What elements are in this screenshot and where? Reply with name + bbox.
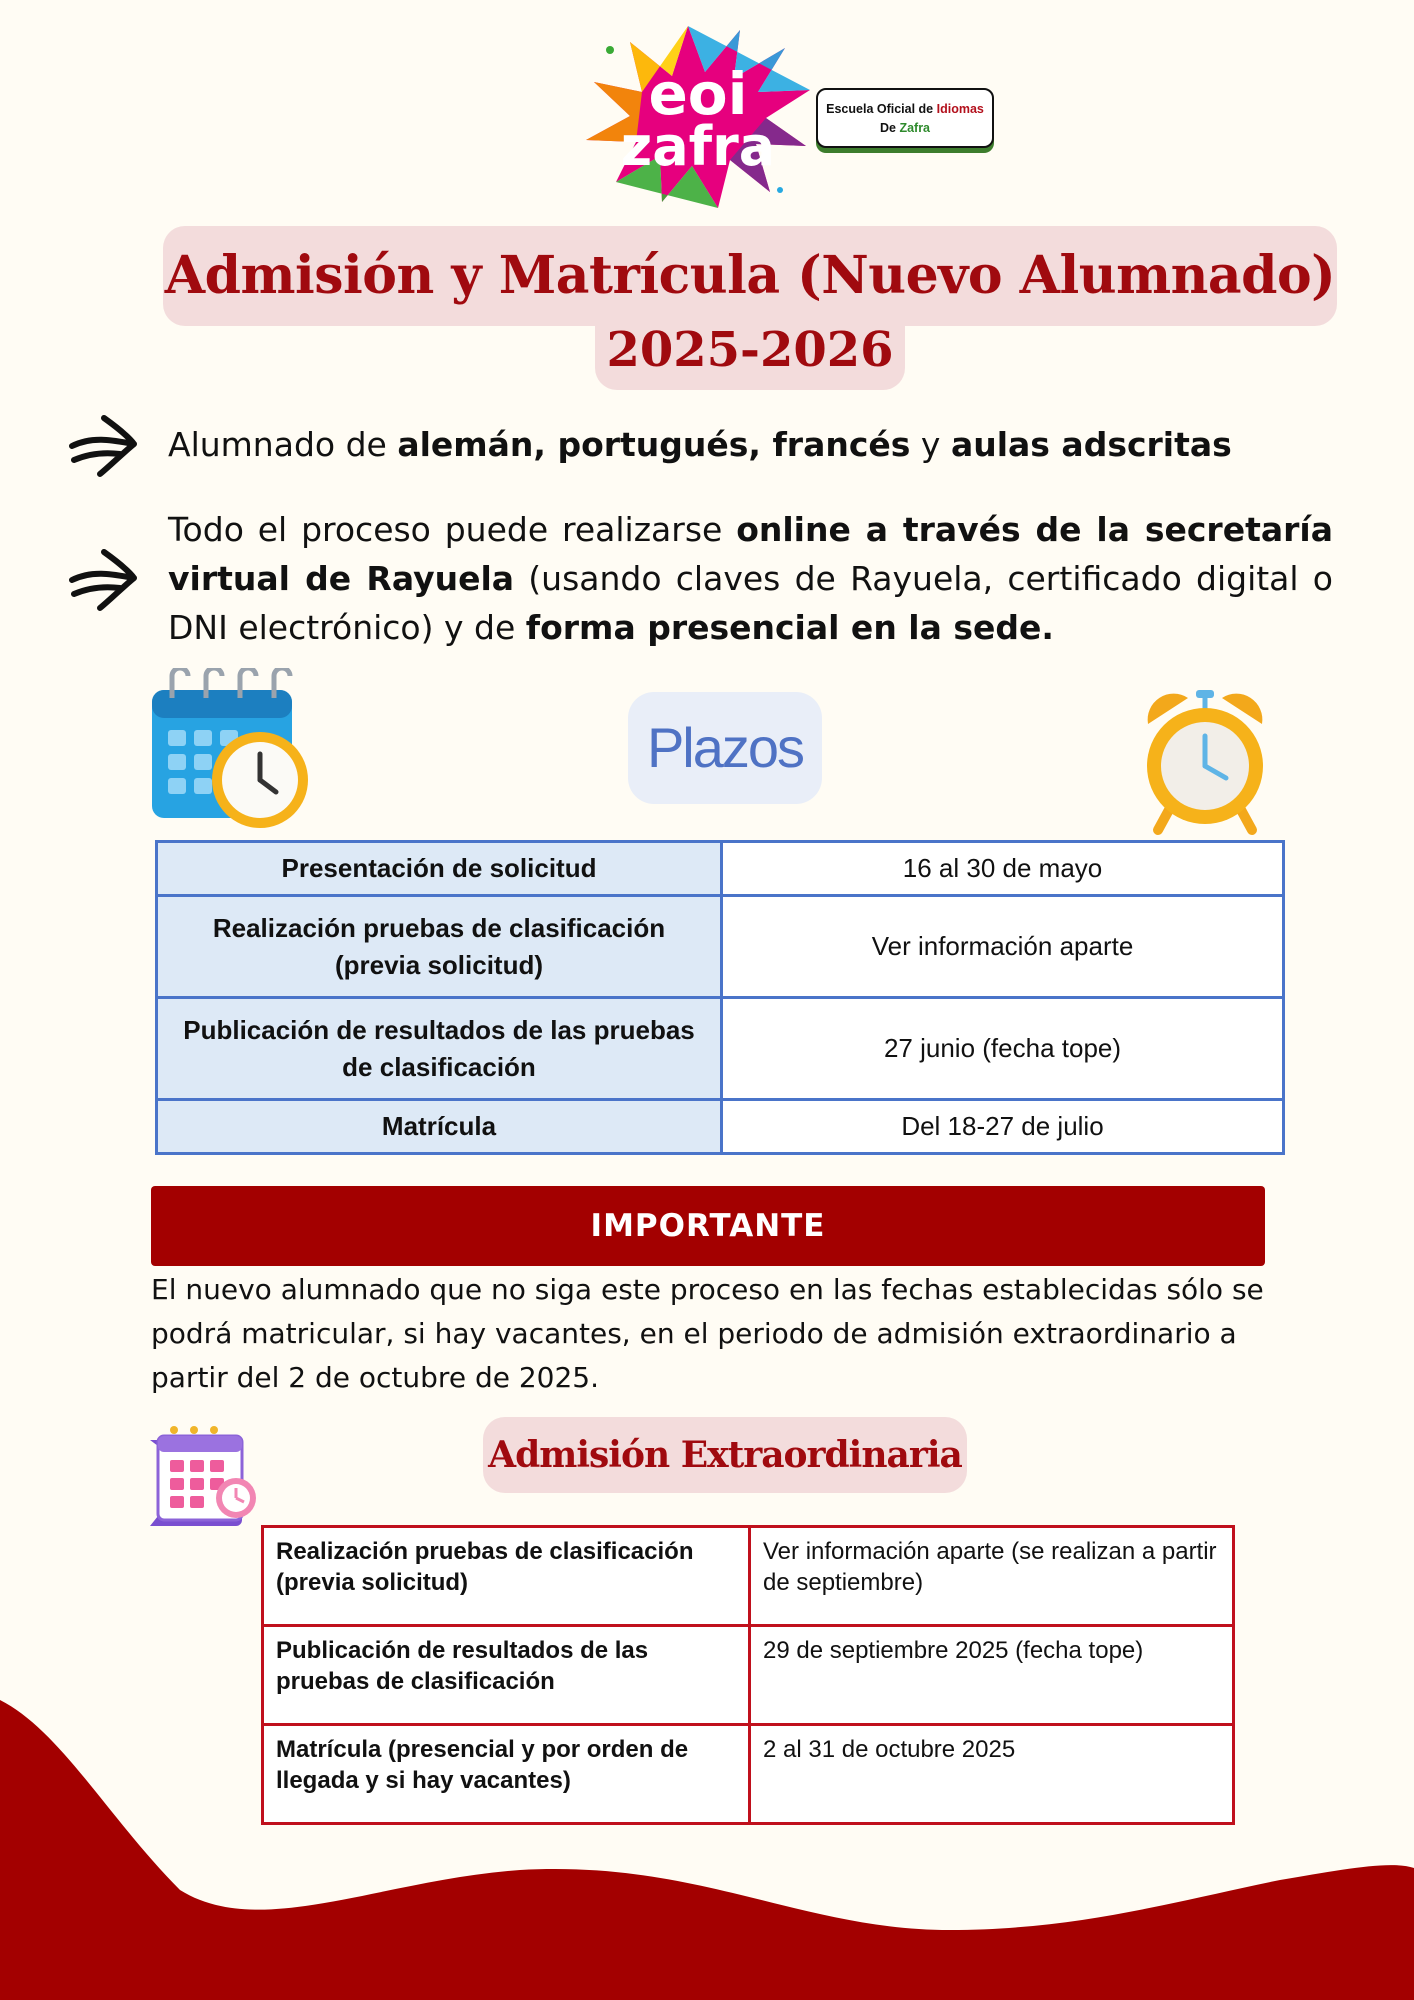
page-title-year: 2025-2026 bbox=[595, 318, 905, 390]
logo-text-zafra: zafra bbox=[620, 115, 776, 178]
logo-badge bbox=[816, 88, 994, 148]
page-title: Admisión y Matrícula (Nuevo Alumnado) bbox=[163, 226, 1337, 326]
important-text: El nuevo alumnado que no siga este proceso en las fechas establecidas sólo se podrá matricular, si hay vacantes, en el periodo de admisión extraordinario a partir del 2 de octubre de 2025. bbox=[151, 1273, 1264, 1394]
table-row bbox=[263, 1527, 1234, 1626]
table-cell-label: Publicación de resultados de las pruebas de clasificación bbox=[157, 998, 722, 1100]
table-row bbox=[157, 896, 1284, 998]
bullet-bold: aulas adscritas bbox=[950, 425, 1232, 464]
calendar-icon bbox=[140, 1422, 258, 1530]
alarm-clock-icon bbox=[1130, 680, 1280, 840]
table-cell-label: Publicación de resultados de las pruebas de clasificación bbox=[263, 1626, 750, 1725]
table-cell-value: Del 18-27 de julio bbox=[722, 1100, 1284, 1154]
bullet-bold: alemán, portugués, francés bbox=[397, 425, 911, 464]
arrow-right-icon bbox=[68, 542, 140, 614]
extraordinaria-heading: Admisión Extraordinaria bbox=[483, 1417, 967, 1493]
bullet-bold: online a través de la secretaría virtual de Rayuela bbox=[168, 510, 1333, 598]
bullet-languages bbox=[168, 420, 1348, 469]
table-row bbox=[157, 1100, 1284, 1154]
important-banner: IMPORTANTE bbox=[151, 1186, 1265, 1266]
table-row bbox=[263, 1725, 1234, 1824]
bullet-text: Alumnado de bbox=[168, 425, 398, 464]
table-cell-value: 2 al 31 de octubre 2025 bbox=[750, 1725, 1234, 1824]
bullet-process bbox=[168, 505, 1333, 652]
bullet-bold: forma presencial en la sede. bbox=[525, 608, 1054, 647]
table-cell-value: 29 de septiembre 2025 (fecha tope) bbox=[750, 1626, 1234, 1725]
table-cell-label: Matrícula (presencial y por orden de llegada y si hay vacantes) bbox=[263, 1725, 750, 1824]
bullet-text: (usando claves de Rayuela, certificado digital o DNI electrónico) y de bbox=[168, 559, 1333, 647]
table-row bbox=[263, 1626, 1234, 1725]
logo-burst-icon bbox=[580, 20, 820, 210]
eoi-zafra-logo bbox=[580, 20, 1000, 210]
table-row bbox=[157, 842, 1284, 896]
bullet-text: y bbox=[910, 425, 951, 464]
table-cell-label: Realización pruebas de clasificación (previa solicitud) bbox=[157, 896, 722, 998]
bullet-text: Todo el proceso puede realizarse bbox=[168, 510, 737, 549]
plazos-table bbox=[155, 840, 1285, 1155]
logo-badge-text: De bbox=[879, 121, 900, 135]
table-cell-label: Matrícula bbox=[157, 1100, 722, 1154]
logo-badge-text: Escuela Oficial de bbox=[826, 102, 937, 116]
table-cell-value: 16 al 30 de mayo bbox=[722, 842, 1284, 896]
table-cell-label: Realización pruebas de clasificación (previa solicitud) bbox=[263, 1527, 750, 1626]
logo-badge-text: Idiomas bbox=[936, 102, 984, 116]
logo-text-eoi: eoi bbox=[648, 60, 748, 128]
table-cell-value: Ver información aparte (se realizan a partir de septiembre) bbox=[750, 1527, 1234, 1626]
table-cell-value: 27 junio (fecha tope) bbox=[722, 998, 1284, 1100]
table-cell-label: Presentación de solicitud bbox=[157, 842, 722, 896]
logo-badge-text: Zafra bbox=[899, 121, 931, 135]
arrow-right-icon bbox=[68, 408, 140, 480]
plazos-heading: Plazos bbox=[628, 692, 822, 804]
extraordinaria-table bbox=[261, 1525, 1235, 1825]
table-cell-value: Ver información aparte bbox=[722, 896, 1284, 998]
table-row bbox=[157, 998, 1284, 1100]
calendar-clock-icon bbox=[148, 668, 313, 833]
